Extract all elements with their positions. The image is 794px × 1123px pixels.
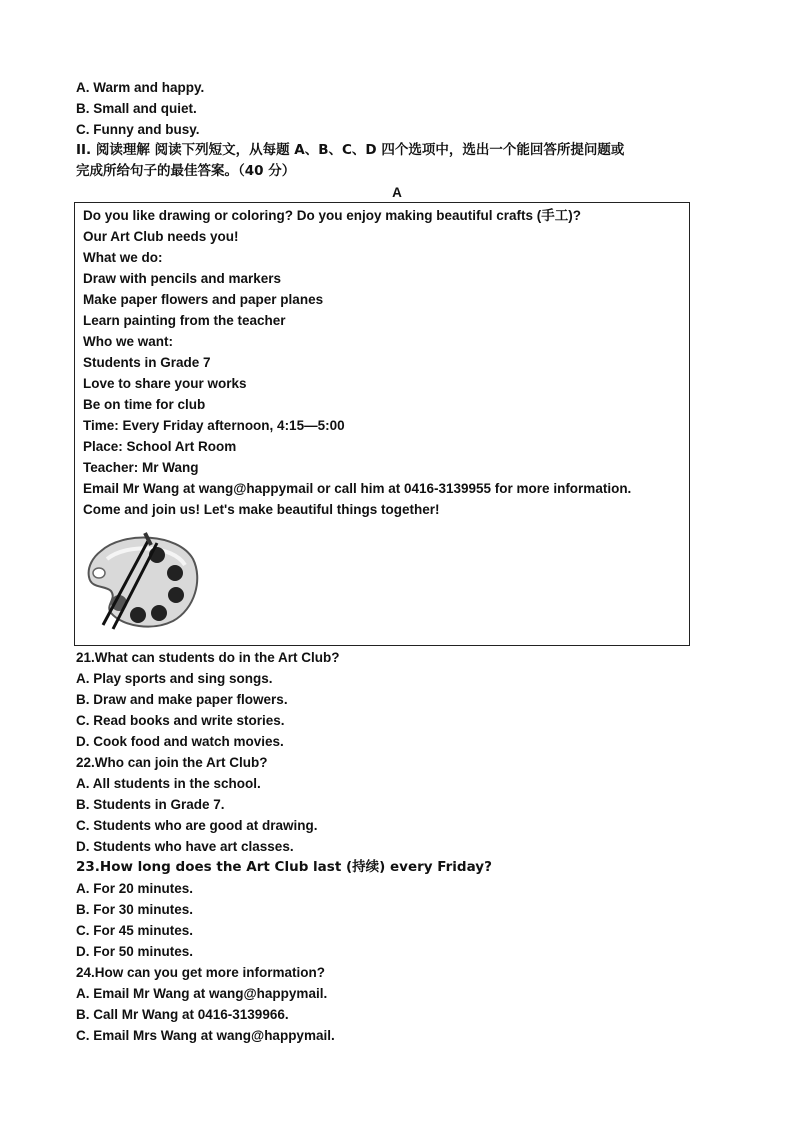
passage-line: Students in Grade 7 — [83, 355, 211, 370]
q22-option-d: D. Students who have art classes. — [76, 839, 294, 854]
section-instruction-line1: II. 阅读理解 阅读下列短文，从每题 A、B、C、D 四个选项中，选出一个能回答所提问题或 — [76, 142, 625, 158]
passage-line: Draw with pencils and markers — [83, 271, 282, 286]
passage-line: Make paper flowers and paper planes — [83, 292, 324, 307]
q22-option-b: B. Students in Grade 7. — [76, 797, 225, 812]
q24-option-b: B. Call Mr Wang at 0416-3139966. — [76, 1007, 289, 1022]
question-24: 24.How can you get more information? — [76, 965, 326, 980]
q23-option-d: D. For 50 minutes. — [76, 944, 194, 959]
section-instruction-line2: 完成所给句子的最佳答案。（40 分） — [76, 163, 296, 179]
q23-option-a: A. For 20 minutes. — [76, 881, 194, 896]
q23-option-c: C. For 45 minutes. — [76, 923, 194, 938]
passage-line: Learn painting from the teacher — [83, 313, 286, 328]
prev-option-c: C. Funny and busy. — [76, 122, 200, 137]
prev-option-a: A. Warm and happy. — [76, 80, 205, 95]
q22-option-c: C. Students who are good at drawing. — [76, 818, 318, 833]
passage-line: What we do: — [83, 250, 163, 265]
passage-line: Place: School Art Room — [83, 439, 237, 454]
passage-box — [74, 202, 690, 646]
q21-option-a: A. Play sports and sing songs. — [76, 671, 273, 686]
q24-option-c: C. Email Mrs Wang at wang@happymail. — [76, 1028, 335, 1043]
passage-line: Do you like drawing or coloring? Do you enjoy making beautiful crafts (手工)? — [83, 208, 582, 223]
q22-option-a: A. All students in the school. — [76, 776, 261, 791]
question-22: 22.Who can join the Art Club? — [76, 755, 268, 770]
passage-line: Email Mr Wang at wang@happymail or call him at 0416-3139955 for more information. — [83, 481, 632, 496]
prev-option-b: B. Small and quiet. — [76, 101, 197, 116]
passage-label: A — [392, 185, 402, 200]
passage-line: Our Art Club needs you! — [83, 229, 239, 244]
passage-line: Teacher: Mr Wang — [83, 460, 199, 475]
paint-palette-icon — [83, 529, 201, 631]
question-21: 21.What can students do in the Art Club? — [76, 650, 340, 665]
q21-option-c: C. Read books and write stories. — [76, 713, 285, 728]
passage-line: Who we want: — [83, 334, 173, 349]
q21-option-d: D. Cook food and watch movies. — [76, 734, 284, 749]
passage-line: Time: Every Friday afternoon, 4:15—5:00 — [83, 418, 345, 433]
passage-line: Be on time for club — [83, 397, 206, 412]
passage-line: Come and join us! Let's make beautiful things together! — [83, 502, 440, 517]
passage-line: Love to share your works — [83, 376, 247, 391]
q24-option-a: A. Email Mr Wang at wang@happymail. — [76, 986, 328, 1001]
question-23: 23.How long does the Art Club last (持续) every Friday? — [76, 859, 492, 875]
q21-option-b: B. Draw and make paper flowers. — [76, 692, 288, 707]
q23-option-b: B. For 30 minutes. — [76, 902, 194, 917]
